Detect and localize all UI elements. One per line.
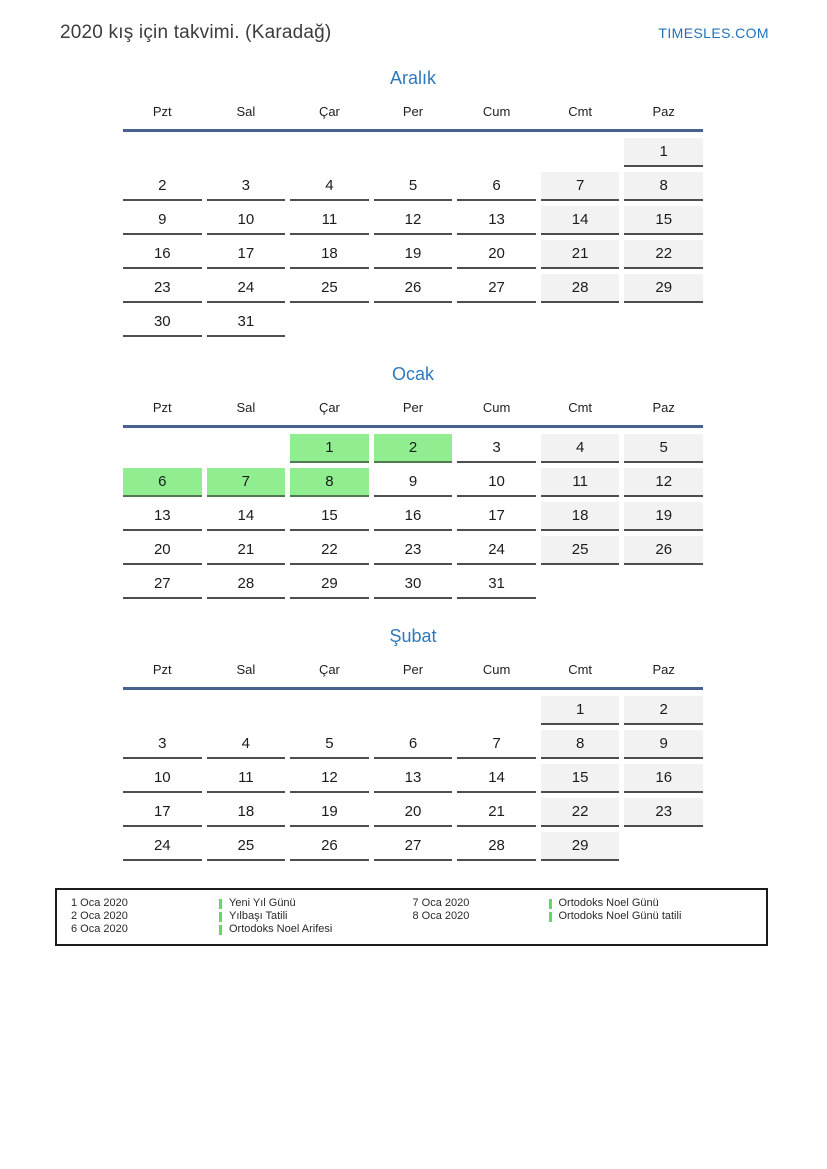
calendar-week-row: [123, 172, 703, 201]
day-cell: 24: [457, 536, 536, 565]
weekday-label: Per: [402, 104, 424, 119]
day-cell: 31: [207, 308, 286, 337]
day-cell: 22: [290, 536, 369, 565]
day-cell-empty: [457, 696, 536, 725]
day-cell: 12: [624, 468, 703, 497]
calendar-week-row: [123, 434, 703, 463]
day-cell: 1: [290, 434, 369, 463]
day-cell-empty: [207, 434, 286, 463]
legend-holiday-name: Ortodoks Noel Arifesi: [229, 923, 333, 935]
day-cell-empty: [207, 138, 286, 167]
day-cell: 17: [207, 240, 286, 269]
day-cell-empty: [374, 696, 453, 725]
legend-date: 7 Oca 2020: [412, 897, 470, 909]
day-cell: 24: [207, 274, 286, 303]
weekday-label: Sal: [236, 662, 256, 677]
day-cell-empty: [374, 308, 453, 337]
weekday-header-row: [123, 400, 703, 428]
day-cell: 27: [374, 832, 453, 861]
day-cell: 22: [624, 240, 703, 269]
day-cell: 20: [374, 798, 453, 827]
weekday-label: Pzt: [152, 662, 172, 677]
weekday-label: Paz: [652, 400, 675, 415]
weekday-label: Çar: [318, 104, 340, 119]
day-cell: 1: [624, 138, 703, 167]
day-cell: 23: [374, 536, 453, 565]
calendar-week-row: [123, 502, 703, 531]
holiday-marker-icon: [549, 899, 552, 909]
calendar-week-row: [123, 308, 703, 337]
weekday-label: Cum: [482, 662, 511, 677]
day-cell: 13: [123, 502, 202, 531]
day-cell: 26: [290, 832, 369, 861]
day-cell: 3: [123, 730, 202, 759]
page-header: [0, 0, 827, 44]
calendar-week-row: [123, 240, 703, 269]
day-cell: 6: [457, 172, 536, 201]
day-cell: 12: [290, 764, 369, 793]
day-cell: 27: [457, 274, 536, 303]
day-cell: 5: [290, 730, 369, 759]
day-cell-empty: [541, 138, 620, 167]
day-cell: 16: [374, 502, 453, 531]
day-cell-empty: [541, 308, 620, 337]
weekday-label: Sal: [236, 400, 256, 415]
day-cell: 28: [457, 832, 536, 861]
calendar-week-row: [123, 696, 703, 725]
day-cell: 13: [457, 206, 536, 235]
day-cell: 9: [624, 730, 703, 759]
day-cell: 11: [290, 206, 369, 235]
day-cell: 25: [541, 536, 620, 565]
weekday-label: Paz: [652, 662, 675, 677]
day-cell: 28: [207, 570, 286, 599]
day-cell: 14: [207, 502, 286, 531]
weekday-label: Cmt: [568, 400, 593, 415]
day-cell: 2: [123, 172, 202, 201]
day-cell: 29: [624, 274, 703, 303]
site-link[interactable]: TIMESLES.COM: [658, 25, 769, 41]
calendar-week-row: [123, 798, 703, 827]
day-cell-empty: [457, 138, 536, 167]
day-cell: 30: [374, 570, 453, 599]
day-cell-empty: [123, 138, 202, 167]
day-cell: 21: [207, 536, 286, 565]
day-cell: 20: [123, 536, 202, 565]
day-cell: 17: [123, 798, 202, 827]
legend-entry: [413, 910, 755, 923]
page-title: 2020 kış için takvimi. (Karadağ): [60, 22, 332, 43]
day-cell: 10: [123, 764, 202, 793]
calendar-week-row: [123, 206, 703, 235]
weekday-header-row: [123, 104, 703, 132]
weekday-label: Cmt: [568, 104, 593, 119]
legend-holiday-name: Ortodoks Noel Günü tatili: [558, 910, 682, 922]
day-cell: 25: [290, 274, 369, 303]
day-cell: 29: [541, 832, 620, 861]
legend-holiday-name: Yeni Yıl Günü: [229, 897, 296, 909]
day-cell: 30: [123, 308, 202, 337]
day-cell: 25: [207, 832, 286, 861]
day-cell: 19: [290, 798, 369, 827]
day-cell: 12: [374, 206, 453, 235]
day-cell: 3: [207, 172, 286, 201]
month-grid: [123, 132, 703, 337]
day-cell-empty: [207, 696, 286, 725]
day-cell: 23: [123, 274, 202, 303]
legend-date: 6 Oca 2020: [71, 923, 128, 935]
weekday-label: Sal: [236, 104, 256, 119]
holiday-marker-icon: [219, 925, 222, 935]
weekday-label: Cum: [482, 400, 511, 415]
day-cell: 21: [457, 798, 536, 827]
month-grid: [123, 690, 703, 861]
day-cell: 19: [624, 502, 703, 531]
month-section: [123, 626, 703, 861]
legend-column: [413, 897, 755, 936]
day-cell: 19: [374, 240, 453, 269]
holiday-marker-icon: [549, 912, 552, 922]
legend-date: 1 Oca 2020: [71, 897, 128, 909]
weekday-header-row: [123, 662, 703, 690]
holiday-marker-icon: [219, 899, 222, 909]
day-cell: 15: [290, 502, 369, 531]
weekday-label: Çar: [318, 662, 340, 677]
day-cell: 28: [541, 274, 620, 303]
calendar-week-row: [123, 832, 703, 861]
calendar-week-row: [123, 274, 703, 303]
day-cell: 9: [123, 206, 202, 235]
day-cell: 2: [374, 434, 453, 463]
month-title: Aralık: [389, 68, 436, 88]
legend-holiday-name: Yılbaşı Tatili: [229, 910, 288, 922]
legend-entry: [71, 923, 413, 936]
day-cell: 4: [541, 434, 620, 463]
day-cell: 8: [290, 468, 369, 497]
day-cell: 7: [541, 172, 620, 201]
day-cell-empty: [290, 138, 369, 167]
day-cell: 11: [541, 468, 620, 497]
month-section: [123, 68, 703, 337]
day-cell-empty: [123, 434, 202, 463]
calendar-week-row: [123, 468, 703, 497]
legend-entry: [71, 910, 413, 923]
legend-date: 8 Oca 2020: [412, 910, 470, 922]
day-cell: 7: [207, 468, 286, 497]
day-cell: 23: [624, 798, 703, 827]
weekday-label: Paz: [652, 104, 675, 119]
day-cell: 27: [123, 570, 202, 599]
day-cell: 2: [624, 696, 703, 725]
weekday-label: Cmt: [568, 662, 593, 677]
month-grid: [123, 428, 703, 599]
day-cell: 8: [541, 730, 620, 759]
day-cell: 4: [290, 172, 369, 201]
day-cell: 18: [207, 798, 286, 827]
day-cell-empty: [624, 832, 703, 861]
day-cell: 10: [207, 206, 286, 235]
day-cell-empty: [123, 696, 202, 725]
holiday-marker-icon: [219, 912, 222, 922]
legend-entry: [71, 897, 413, 910]
day-cell: 10: [457, 468, 536, 497]
day-cell: 5: [374, 172, 453, 201]
day-cell: 15: [624, 206, 703, 235]
day-cell: 26: [374, 274, 453, 303]
day-cell: 17: [457, 502, 536, 531]
day-cell: 3: [457, 434, 536, 463]
day-cell: 11: [207, 764, 286, 793]
calendar-week-row: [123, 536, 703, 565]
legend-date: 2 Oca 2020: [71, 910, 128, 922]
month-title: Ocak: [391, 364, 434, 384]
holiday-legend: [55, 888, 768, 946]
legend-column: [71, 897, 413, 936]
day-cell: 6: [123, 468, 202, 497]
calendar-week-row: [123, 730, 703, 759]
day-cell: 7: [457, 730, 536, 759]
calendar-week-row: [123, 764, 703, 793]
day-cell: 15: [541, 764, 620, 793]
day-cell-empty: [290, 308, 369, 337]
day-cell: 9: [374, 468, 453, 497]
day-cell: 18: [290, 240, 369, 269]
weekday-label: Cum: [482, 104, 511, 119]
day-cell: 20: [457, 240, 536, 269]
weekday-label: Pzt: [152, 400, 172, 415]
day-cell: 14: [541, 206, 620, 235]
day-cell-empty: [541, 570, 620, 599]
legend-entry: [413, 897, 755, 910]
day-cell-empty: [457, 308, 536, 337]
day-cell: 22: [541, 798, 620, 827]
day-cell: 1: [541, 696, 620, 725]
day-cell: 8: [624, 172, 703, 201]
day-cell: 16: [123, 240, 202, 269]
weekday-label: Per: [402, 400, 424, 415]
day-cell: 18: [541, 502, 620, 531]
day-cell-empty: [624, 308, 703, 337]
day-cell: 4: [207, 730, 286, 759]
day-cell: 14: [457, 764, 536, 793]
day-cell: 16: [624, 764, 703, 793]
weekday-label: Çar: [318, 400, 340, 415]
day-cell: 6: [374, 730, 453, 759]
calendar-week-row: [123, 570, 703, 599]
day-cell-empty: [290, 696, 369, 725]
calendar-week-row: [123, 138, 703, 167]
weekday-label: Pzt: [152, 104, 172, 119]
day-cell: 24: [123, 832, 202, 861]
day-cell: 31: [457, 570, 536, 599]
day-cell: 5: [624, 434, 703, 463]
month-section: [123, 364, 703, 599]
legend-holiday-name: Ortodoks Noel Günü: [558, 897, 659, 909]
month-title: Şubat: [389, 626, 437, 646]
day-cell-empty: [624, 570, 703, 599]
day-cell: 13: [374, 764, 453, 793]
calendar: [123, 68, 703, 861]
day-cell-empty: [374, 138, 453, 167]
day-cell: 21: [541, 240, 620, 269]
day-cell: 26: [624, 536, 703, 565]
weekday-label: Per: [402, 662, 424, 677]
day-cell: 29: [290, 570, 369, 599]
